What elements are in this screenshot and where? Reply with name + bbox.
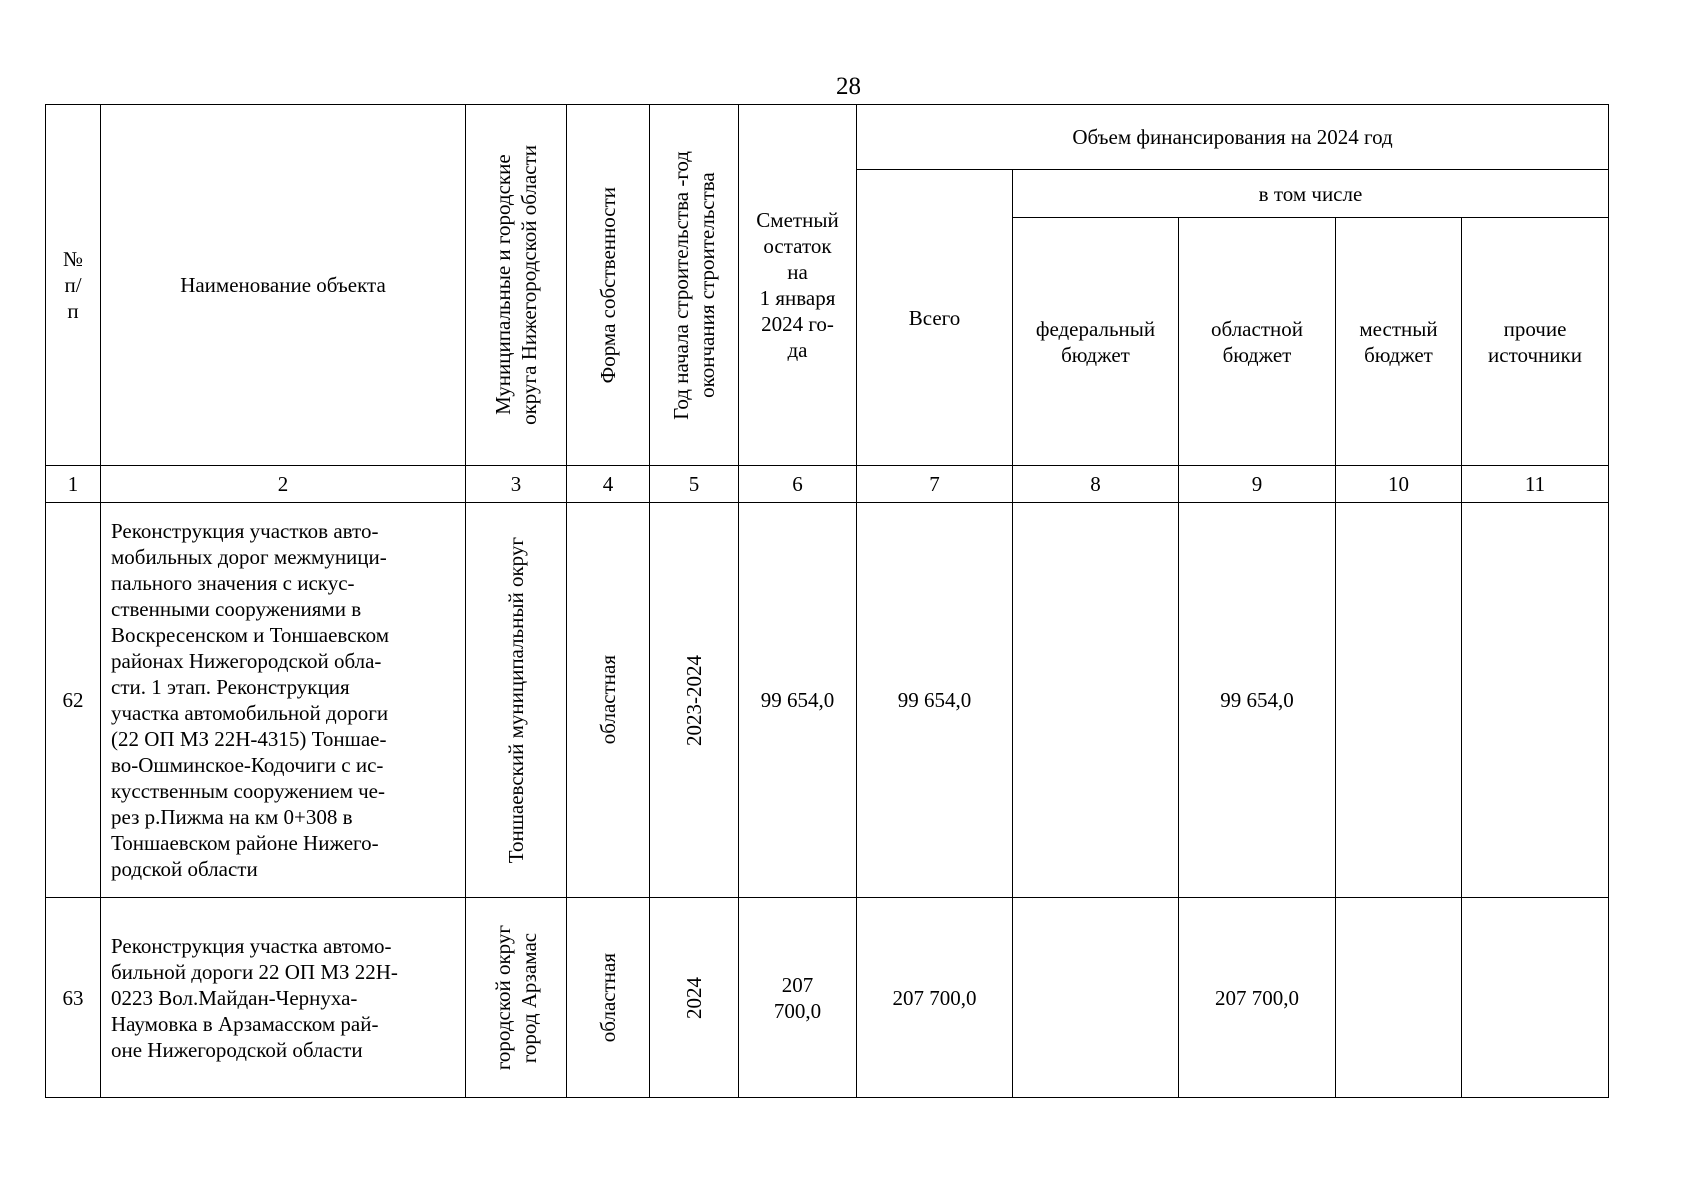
header-ownership-text: Форма собственности bbox=[596, 186, 620, 384]
column-number: 8 bbox=[1013, 466, 1179, 503]
row-number: 62 bbox=[46, 503, 101, 898]
column-number: 9 bbox=[1179, 466, 1336, 503]
column-number: 5 bbox=[650, 466, 739, 503]
header-financing-title: Объем финансирования на 2024 год bbox=[857, 105, 1609, 170]
municipality-cell bbox=[466, 503, 567, 898]
regional-cell: 207 700,0 bbox=[1179, 898, 1336, 1098]
table-row bbox=[46, 898, 1609, 1098]
object-name: Реконструкция участков авто- мобильных дорог межмуници- пального значения с искус- ственными сооружениями в Воскресенском и Тоншаевском районах Нижегородской обла- сти. 1 этап. Реконструкция участка автомобильной дороги (22 ОП МЗ 22Н-4315) Тоншае- во-Ошминское-Кодочиги с ис- кусственным сооружением че- рез р.Пижма на км 0+308 в Тоншаевском районе Нижего- родской области bbox=[101, 503, 466, 898]
federal-cell bbox=[1013, 503, 1179, 898]
header-object-name: Наименование объекта bbox=[101, 105, 466, 466]
years-text: 2024 bbox=[682, 976, 706, 1019]
header-row-1 bbox=[46, 105, 1609, 170]
column-number: 2 bbox=[101, 466, 466, 503]
remainder-cell: 99 654,0 bbox=[739, 503, 857, 898]
column-number: 11 bbox=[1462, 466, 1609, 503]
header-including: в том числе bbox=[1013, 170, 1609, 218]
header-federal: федеральный бюджет bbox=[1013, 218, 1179, 466]
header-municipality bbox=[466, 105, 567, 466]
other-cell bbox=[1462, 898, 1609, 1098]
remainder-cell: 207 700,0 bbox=[739, 898, 857, 1098]
header-number: № п/ п bbox=[46, 105, 101, 466]
column-number: 4 bbox=[567, 466, 650, 503]
ownership-cell bbox=[567, 898, 650, 1098]
other-cell bbox=[1462, 503, 1609, 898]
header-ownership bbox=[567, 105, 650, 466]
column-number: 10 bbox=[1336, 466, 1462, 503]
header-estimated-remainder: Сметный остаток на 1 января 2024 го- да bbox=[739, 105, 857, 466]
table-row bbox=[46, 503, 1609, 898]
years-cell bbox=[650, 898, 739, 1098]
ownership-text: областная bbox=[596, 655, 620, 745]
row-number: 63 bbox=[46, 898, 101, 1098]
municipality-text: городской округ город Арзамас bbox=[491, 924, 541, 1071]
column-number: 7 bbox=[857, 466, 1013, 503]
years-text: 2023-2024 bbox=[682, 654, 706, 746]
header-years-text: Год начала строительства -год окончания строительства bbox=[669, 150, 719, 420]
header-regional: областной бюджет bbox=[1179, 218, 1336, 466]
header-years bbox=[650, 105, 739, 466]
column-number: 6 bbox=[739, 466, 857, 503]
years-cell bbox=[650, 503, 739, 898]
federal-cell bbox=[1013, 898, 1179, 1098]
regional-cell: 99 654,0 bbox=[1179, 503, 1336, 898]
total-cell: 99 654,0 bbox=[857, 503, 1013, 898]
column-number: 1 bbox=[46, 466, 101, 503]
local-cell bbox=[1336, 503, 1462, 898]
object-name: Реконструкция участка автомо- бильной дороги 22 ОП МЗ 22Н- 0223 Вол.Майдан-Чернуха- Наумовка в Арзамасском рай- оне Нижегородской области bbox=[101, 898, 466, 1098]
municipality-cell bbox=[466, 898, 567, 1098]
header-total: Всего bbox=[857, 170, 1013, 466]
total-cell: 207 700,0 bbox=[857, 898, 1013, 1098]
page-number: 28 bbox=[836, 73, 861, 100]
column-number: 3 bbox=[466, 466, 567, 503]
municipality-text: Тоншаевский муниципальный округ bbox=[504, 536, 528, 864]
ownership-cell bbox=[567, 503, 650, 898]
header-local: местный бюджет bbox=[1336, 218, 1462, 466]
local-cell bbox=[1336, 898, 1462, 1098]
header-other: прочие источники bbox=[1462, 218, 1609, 466]
ownership-text: областная bbox=[596, 952, 620, 1043]
financing-table bbox=[45, 104, 1609, 1098]
column-number-row bbox=[46, 466, 1609, 503]
header-municipality-text: Муниципальные и городские округа Нижегородской области bbox=[491, 145, 541, 425]
